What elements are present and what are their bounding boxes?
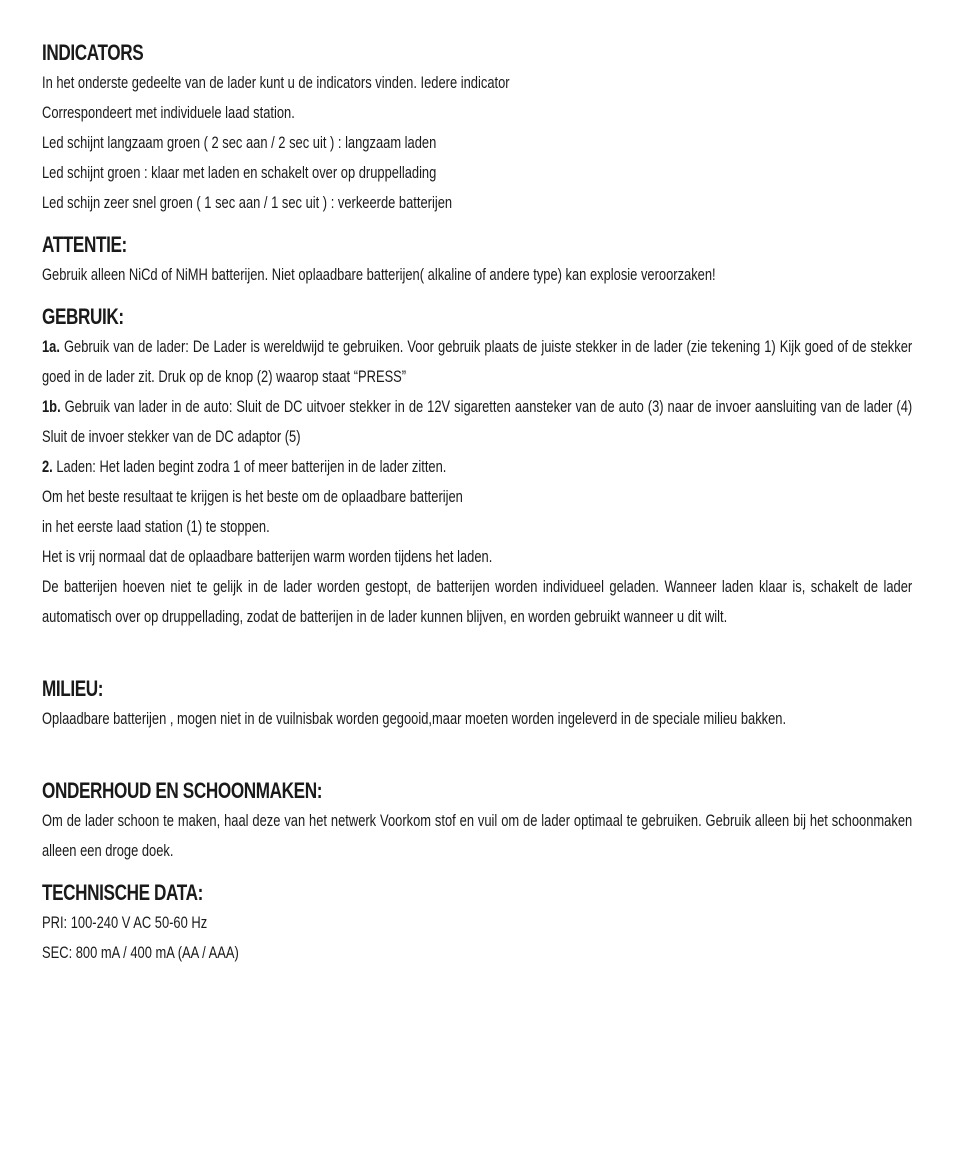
gebruik-individueel: De batterijen hoeven niet te gelijk in de lader worden gestopt, de batterijen worden individueel geladen. Wanneer laden klaar is, schakelt de lader automatisch over op druppellading, zodat de batterijen in de lader kunnen blijven, en worden gebruikt wanneer u dit wilt. [42, 577, 913, 626]
gebruik-line-warm: Het is vrij normaal dat de oplaadbare batterijen warm worden tijdens het laden. [42, 547, 493, 566]
section-technische-data [42, 878, 912, 968]
gebruik-step-1b [42, 392, 912, 452]
heading-attentie: ATTENTIE: [42, 232, 127, 257]
section-gebruik [42, 302, 912, 662]
gebruik-line-best-1: Om het beste resultaat te krijgen is het beste om de oplaadbare batterijen [42, 487, 463, 506]
heading-indicators: INDICATORS [42, 40, 144, 65]
gebruik-step-1a-wrap [42, 332, 912, 392]
step-1b-text: Gebruik van lader in de auto: Sluit de DC uitvoer stekker in de 12V sigaretten aansteker van de auto (3) naar de invoer aansluiting van de lader (4) Sluit de invoer stekker van de DC adaptor (5) [42, 397, 913, 446]
gebruik-line-best-2: in het eerste laad station (1) te stoppen. [42, 517, 270, 536]
gebruik-step-1b-wrap [42, 392, 912, 452]
indicators-line-2: Correspondeert met individuele laad station. [42, 103, 295, 122]
technische-pri: PRI: 100-240 V AC 50-60 Hz [42, 913, 208, 932]
step-1b-label: 1b. [42, 397, 61, 416]
indicators-line-1: In het onderste gedeelte van de lader kunt u de indicators vinden. Iedere indicator [42, 73, 510, 92]
indicators-line-5: Led schijn zeer snel groen ( 1 sec aan / 1 sec uit ) : verkeerde batterijen [42, 193, 453, 212]
indicators-line-3: Led schijnt langzaam groen ( 2 sec aan / 2 sec uit ) : langzaam laden [42, 133, 437, 152]
gebruik-individueel-wrap [42, 572, 912, 662]
heading-technische-data: TECHNISCHE DATA: [42, 880, 203, 905]
section-indicators [42, 38, 912, 218]
step-1a-label: 1a. [42, 337, 60, 356]
onderhoud-text-wrap [42, 806, 912, 866]
gebruik-step-2 [42, 452, 703, 482]
technische-sec: SEC: 800 mA / 400 mA (AA / AAA) [42, 943, 239, 962]
gebruik-step-1a [42, 332, 912, 392]
section-milieu [42, 674, 912, 764]
step-2-label: 2. [42, 457, 53, 476]
step-2-text: Laden: Het laden begint zodra 1 of meer batterijen in de lader zitten. [52, 457, 447, 476]
indicators-line-4: Led schijnt groen : klaar met laden en schakelt over op druppellading [42, 163, 437, 182]
step-1a-text: Gebruik van de lader: De Lader is wereldwijd te gebruiken. Voor gebruik plaats de juiste stekker in de lader (zie tekening 1) Kijk goed of de stekker goed in de lader zit. Druk op de knop (2) waarop staat “PRESS” [42, 337, 913, 386]
milieu-text-wrap [42, 704, 912, 764]
document-page [42, 38, 912, 980]
section-onderhoud [42, 776, 912, 866]
attentie-text: Gebruik alleen NiCd of NiMH batterijen. Niet oplaadbare batterijen( alkaline of andere type) kan explosie veroorzaken! [42, 265, 716, 284]
onderhoud-text: Om de lader schoon te maken, haal deze van het netwerk Voorkom stof en vuil om de lader optimaal te gebruiken. Gebruik alleen bij het schoonmaken alleen een droge doek. [42, 811, 913, 860]
section-attentie [42, 230, 912, 290]
heading-onderhoud: ONDERHOUD EN SCHOONMAKEN: [42, 778, 323, 803]
heading-milieu: MILIEU: [42, 676, 104, 701]
milieu-text: Oplaadbare batterijen , mogen niet in de vuilnisbak worden gegooid,maar moeten worden ingeleverd in de speciale milieu bakken. [42, 709, 787, 728]
heading-gebruik: GEBRUIK: [42, 304, 124, 329]
